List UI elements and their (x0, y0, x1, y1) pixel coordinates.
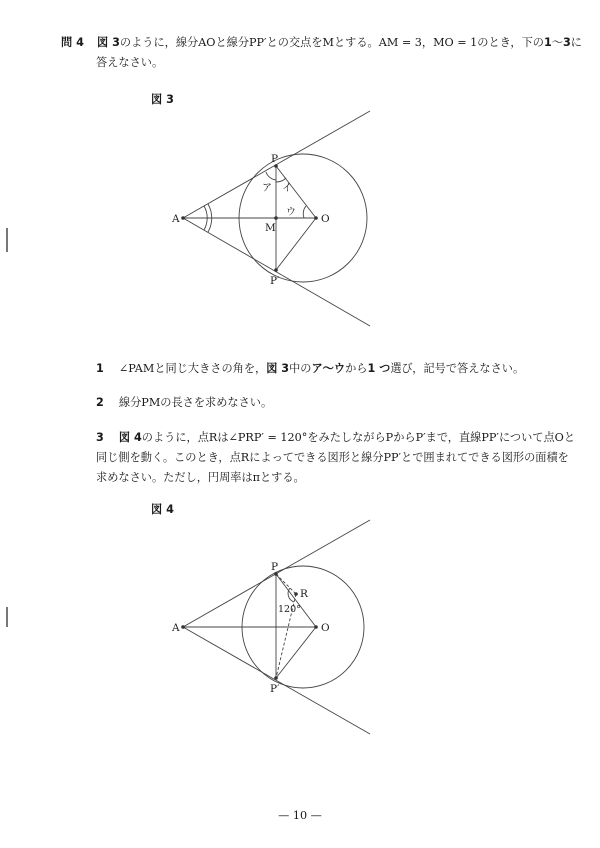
label-r: R (300, 588, 308, 600)
sub3-num: 3 (96, 431, 104, 444)
question-text-b: に (570, 36, 582, 49)
sub1-count: 1 つ (367, 362, 391, 375)
fig3-title: 図 3 (151, 93, 174, 106)
question-line-2: 答えなさい。 (96, 56, 164, 69)
label-p: P (271, 561, 279, 573)
label-o: O (321, 622, 330, 634)
label-angle-a: ア (262, 183, 272, 194)
question-tilde: 〜 (551, 36, 563, 49)
page-number: — 10 — (278, 809, 322, 822)
sub3-line-3: 求めなさい。ただし，円周率はπとする。 (96, 471, 305, 484)
tangent-line-lower (183, 627, 370, 734)
label-a: A (172, 622, 180, 634)
question-range-start: 1 (543, 36, 552, 49)
segment-po (276, 574, 316, 627)
sub1-fig: 図 3 (266, 362, 290, 375)
binding-mark (6, 228, 8, 252)
question-fig-ref: 図 3 (97, 36, 120, 49)
sub1-choices: ア〜ウ (311, 362, 346, 375)
label-p2: P′ (270, 275, 280, 287)
point-r (294, 592, 298, 596)
sub2-num: 2 (96, 396, 104, 409)
label-angle-120: 120° (278, 604, 301, 615)
sub3-fig: 図 4 (118, 431, 142, 444)
label-angle-u: ウ (286, 207, 296, 218)
question-label: 問 4 (61, 36, 84, 49)
sub3-text-a: のように，点Rは∠PRP′ = 120°をみたしながらPからP′まで，直線PP′について点Oと (141, 431, 576, 444)
label-o: O (321, 213, 330, 225)
sub1-text-a: ∠PAMと同じ大きさの角を， (118, 362, 267, 375)
sub1-text-b: 中の (289, 362, 312, 375)
sub3-line-2: 同じ側を動く。このとき，点Rによってできる図形と線分PP′とで囲まれてできる図形の面積を (96, 451, 569, 464)
segment-pr (276, 574, 296, 594)
label-p2: P′ (270, 683, 280, 695)
point-o (314, 625, 318, 629)
label-m: M (265, 222, 276, 234)
binding-mark (6, 607, 8, 627)
sub2-text: 線分PMの長さを求めなさい。 (118, 396, 273, 409)
sub1-text-c: から (345, 362, 368, 375)
fig4-title: 図 4 (151, 503, 174, 516)
label-angle-i: イ (282, 183, 292, 194)
question-range-end: 3 (562, 36, 571, 49)
label-a: A (172, 213, 180, 225)
sub1-text-d: 選び，記号で答えなさい。 (390, 362, 525, 375)
question-text-a: のように，線分AOと線分PP′との交点をMとする。AM = 3，MO = 1のとき，下の (119, 36, 544, 49)
point-p2 (274, 676, 278, 680)
angle-arc-r (288, 588, 294, 602)
sub1-num: 1 (96, 362, 104, 375)
point-a (181, 625, 185, 629)
label-p: P (271, 153, 279, 165)
